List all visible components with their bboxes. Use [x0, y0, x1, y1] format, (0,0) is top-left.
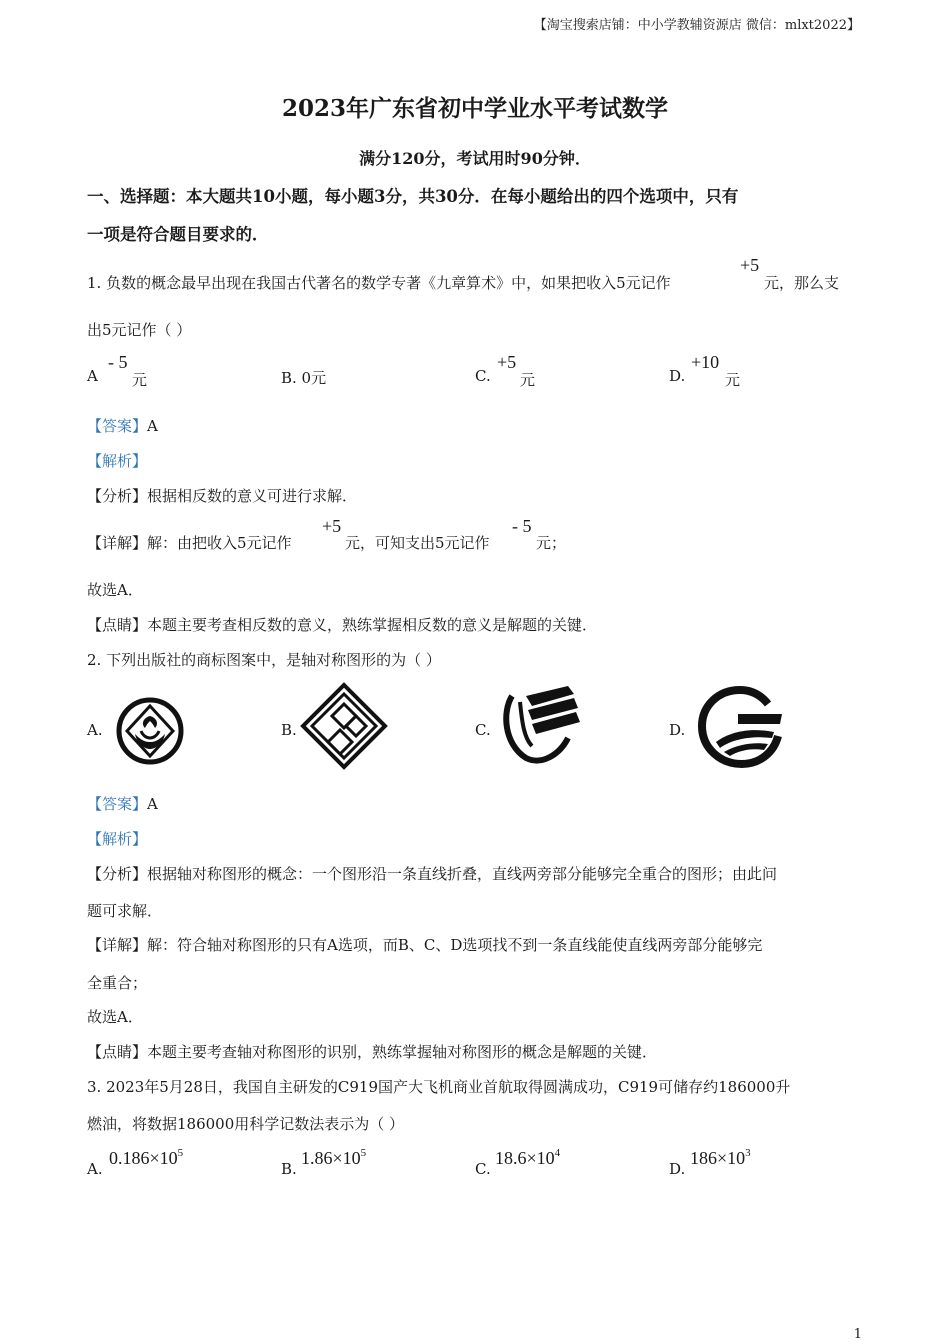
q2-answer-tag: 【答案】 — [87, 795, 148, 813]
q1-fenxi: 【分析】根据相反数的意义可进行求解． — [87, 487, 358, 505]
q1-option-a-unit: 元 — [132, 371, 148, 389]
q1-answer-value: A — [147, 417, 158, 435]
q1-detail-c: 元； — [536, 534, 567, 552]
logo-b-icon — [300, 682, 388, 770]
q3-option-a-value — [109, 1148, 183, 1169]
q2-conclusion: 故选A． — [87, 1008, 143, 1026]
q1-option-c-unit: 元 — [520, 371, 536, 389]
q3-option-d-value — [690, 1148, 751, 1169]
q2-fenxi-1: 【分析】根据轴对称图形的概念：一个图形沿一条直线折叠，直线两旁部分能够完全重合的图形；由此问 — [87, 865, 778, 883]
q1-option-d-math: +10 — [691, 352, 720, 372]
page-number: 1 — [853, 1327, 862, 1342]
page-title: 2023年广东省初中学业水平考试数学 — [281, 95, 668, 122]
q1-option-d-label: D. — [669, 367, 686, 385]
section1-line1: 一、选择题：本大题共10小题，每小题3分，共30分．在每小题给出的四个选项中，只有 — [87, 187, 739, 206]
q3-option-a-base: 0.186×10 — [109, 1148, 178, 1168]
q2-option-a-label: A. — [87, 721, 103, 739]
q2-fenxi-2: 题可求解． — [87, 902, 163, 920]
header-shop-note: 【淘宝搜索店铺：中小学教辅资源店 微信：mlxt2022】 — [533, 18, 860, 33]
q1-analysis-tag: 【解析】 — [87, 452, 148, 470]
logo-d-icon — [698, 686, 786, 768]
q3-option-b-label: B. — [281, 1160, 297, 1178]
q3-option-b-base: 1.86×10 — [301, 1148, 361, 1168]
q2-option-d-label: D. — [669, 721, 686, 739]
q3-line1: 3. 2023年5月28日，我国自主研发的C919国产大飞机商业首航取得圆满成功，C919可储存约186000升 — [87, 1078, 791, 1096]
q1-option-d-unit: 元 — [725, 371, 741, 389]
q2-text: 2. 下列出版社的商标图案中，是轴对称图形的为（ ） — [87, 651, 441, 669]
q3-line2: 燃油，将数据186000用科学记数法表示为（ ） — [87, 1115, 405, 1133]
q3-option-c-label: C. — [475, 1160, 491, 1178]
q1-option-b: B. 0元 — [281, 369, 327, 387]
q2-analysis-tag: 【解析】 — [87, 830, 148, 848]
q1-line2: 出5元记作（ ） — [87, 321, 192, 339]
q1-option-c-math: +5 — [497, 352, 517, 372]
q1-option-a-math: - 5 — [108, 352, 128, 372]
q3-option-c-base: 18.6×10 — [495, 1148, 555, 1168]
q3-option-b-value — [301, 1148, 366, 1169]
q3-option-a-exp: 5 — [177, 1147, 184, 1159]
q1-option-a-label: A — [87, 367, 98, 385]
q1-detail-math2: - 5 — [512, 516, 532, 536]
section1-line2: 一项是符合题目要求的． — [87, 225, 269, 244]
q3-option-c-value — [495, 1148, 560, 1169]
q1-answer — [87, 415, 158, 436]
q1-conclusion: 故选A． — [87, 581, 143, 599]
q2-answer — [87, 793, 158, 814]
q1-option-c-label: C. — [475, 367, 491, 385]
logo-c-icon — [498, 682, 584, 764]
q1-detail-a: 【详解】解：由把收入5元记作 — [87, 534, 292, 552]
q1-detail-math1: +5 — [322, 516, 342, 536]
q1-dianjing: 【点睛】本题主要考查相反数的意义，熟练掌握相反数的意义是解题的关键． — [87, 616, 598, 634]
q2-option-b-label: B. — [281, 721, 297, 739]
logo-a-icon — [113, 694, 187, 768]
q3-option-b-exp: 5 — [360, 1147, 367, 1159]
q1-detail-b: 元，可知支出5元记作 — [345, 534, 490, 552]
q2-detail-2: 全重合； — [87, 974, 148, 992]
page-subtitle: 满分120分，考试用时90分钟． — [359, 149, 591, 168]
q2-detail-1: 【详解】解：符合轴对称图形的只有A选项，而B、C、D选项找不到一条直线能使直线两旁部分能够完 — [87, 936, 763, 954]
q1-text-a: 1. 负数的概念最早出现在我国古代著名的数学专著《九章算术》中，如果把收入5元记作 — [87, 274, 671, 292]
q1-answer-tag: 【答案】 — [87, 417, 148, 435]
q3-option-a-label: A. — [87, 1160, 103, 1178]
q2-answer-value: A — [147, 795, 158, 813]
q3-option-d-exp: 3 — [745, 1147, 751, 1159]
q2-dianjing: 【点睛】本题主要考查轴对称图形的识别，熟练掌握轴对称图形的概念是解题的关键． — [87, 1043, 658, 1061]
q3-option-d-label: D. — [669, 1160, 686, 1178]
q3-option-c-exp: 4 — [554, 1147, 561, 1159]
q2-option-c-label: C. — [475, 721, 491, 739]
q3-option-d-base: 186×10 — [690, 1148, 746, 1168]
q1-math-plus5: +5 — [740, 255, 760, 275]
q1-text-b: 元，那么支 — [764, 274, 840, 292]
